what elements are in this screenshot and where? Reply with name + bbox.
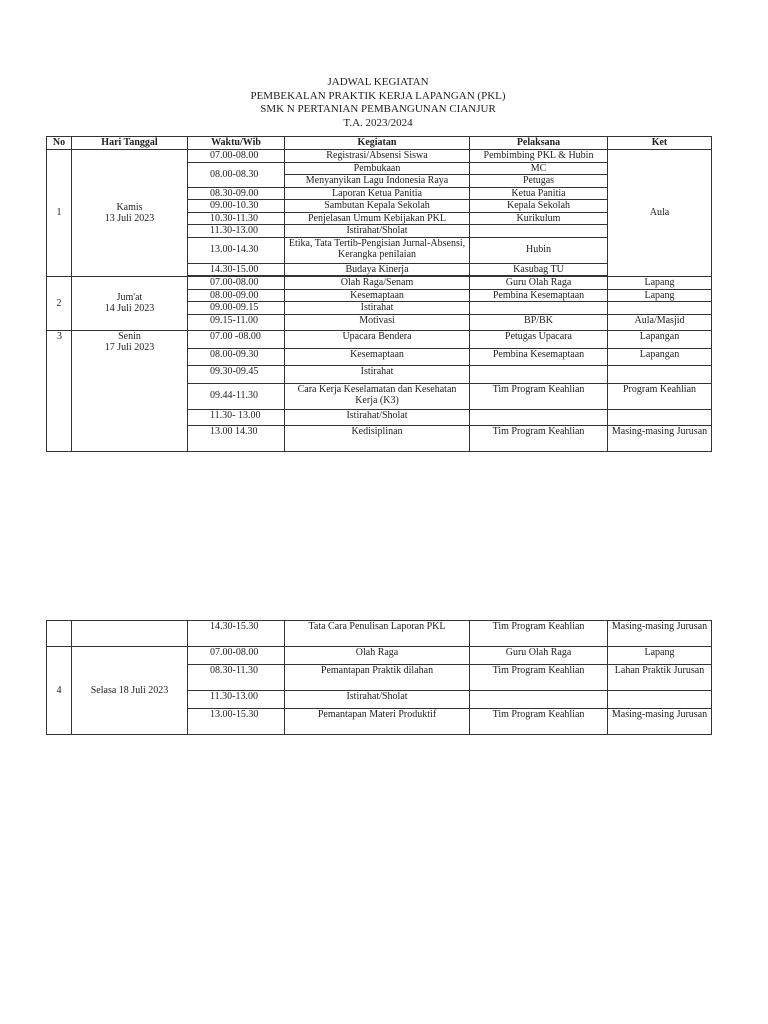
activity-cell: Pembukaan	[285, 162, 470, 175]
location-cell: Lapang	[608, 277, 712, 290]
table-row	[47, 621, 712, 647]
location-cell: Lapang	[608, 289, 712, 302]
location-cell: Masing-masing Jurusan	[608, 425, 712, 451]
executor-cell: Petugas	[470, 175, 608, 188]
location-cell: Lapangan	[608, 330, 712, 348]
location-cell: Program Keahlian	[608, 383, 712, 409]
time-cell: 09.15-11.00	[188, 314, 285, 330]
table-row	[47, 150, 712, 163]
day-name: Jum'at	[116, 291, 143, 303]
activity-cell: Laporan Ketua Panitia	[285, 187, 470, 200]
activity-cell: Kesemaptaan	[285, 289, 470, 302]
executor-cell: Guru Olah Raga	[470, 647, 608, 665]
location-cell	[608, 302, 712, 315]
time-cell: 11.30- 13.00	[188, 409, 285, 425]
location-cell: Aula/Masjid	[608, 314, 712, 330]
executor-cell	[470, 409, 608, 425]
time-cell: 07.00 -08.00	[188, 330, 285, 348]
col-header-hari: Hari Tanggal	[72, 137, 188, 150]
executor-cell: MC	[470, 162, 608, 175]
location-cell	[608, 691, 712, 709]
schedule-table-continued	[46, 620, 712, 735]
time-cell: 13.00 14.30	[188, 425, 285, 451]
activity-cell: Kedisiplinan	[285, 425, 470, 451]
time-cell: 08.00-09.30	[188, 348, 285, 365]
time-cell: 09.00-09.15	[188, 302, 285, 315]
col-header-ket: Ket	[608, 137, 712, 150]
activity-cell: Istirahat/Sholat	[285, 225, 470, 238]
day-date: 13 Juli 2023	[104, 213, 155, 224]
col-header-kegiatan: Kegiatan	[285, 137, 470, 150]
header-year: T.A. 2023/2024	[343, 116, 413, 129]
activity-cell: Sambutan Kepala Sekolah	[285, 200, 470, 213]
activity-cell: Istirahat	[285, 302, 470, 315]
day-date-cell	[72, 330, 188, 451]
activity-cell: Upacara Bendera	[285, 330, 470, 348]
time-cell: 10.30-11.30	[188, 212, 285, 225]
activity-cell: Penjelasan Umum Kebijakan PKL	[285, 212, 470, 225]
executor-cell: Ketua Panitia	[470, 187, 608, 200]
activity-cell: Etika, Tata Tertib-Pengisian Jurnal-Absensi, Kerangka penilaian	[285, 237, 470, 263]
activity-cell: Istirahat/Sholat	[285, 409, 470, 425]
location-cell	[608, 409, 712, 425]
table-row	[47, 277, 712, 290]
time-cell: 07.00-08.00	[188, 277, 285, 290]
location-cell: Lahan Praktik Jurusan	[608, 665, 712, 691]
activity-cell: Olah Raga/Senam	[285, 277, 470, 290]
time-cell: 14.30-15.30	[188, 621, 285, 647]
time-cell: 08.30-09.00	[188, 187, 285, 200]
activity-cell: Istirahat	[285, 365, 470, 383]
executor-cell	[470, 225, 608, 238]
executor-cell: Tim Program Keahlian	[470, 621, 608, 647]
day-number: 4	[47, 647, 72, 735]
location-cell	[608, 365, 712, 383]
executor-cell	[470, 691, 608, 709]
col-header-no: No	[47, 137, 72, 150]
activity-cell: Tata Cara Penulisan Laporan PKL	[285, 621, 470, 647]
day-name: Kamis	[116, 201, 143, 213]
time-cell: 14.30-15.00	[188, 263, 285, 276]
activity-cell: Pemantapan Materi Produktif	[285, 709, 470, 735]
time-cell: 11.30-13.00	[188, 225, 285, 238]
header-title: JADWAL KEGIATAN	[327, 76, 429, 88]
day-date-cell	[72, 150, 188, 277]
location-cell: Masing-masing Jurusan	[608, 621, 712, 647]
day-number: 3	[47, 330, 72, 451]
table-row	[47, 330, 712, 348]
table-row	[47, 647, 712, 665]
activity-cell: Pemantapan Praktik dilahan	[285, 665, 470, 691]
executor-cell: Hubin	[470, 237, 608, 263]
schedule-table	[46, 136, 712, 452]
executor-cell: Kepala Sekolah	[470, 200, 608, 213]
col-header-waktu: Waktu/Wib	[188, 137, 285, 150]
location-cell: Lapang	[608, 647, 712, 665]
executor-cell: Tim Program Keahlian	[470, 665, 608, 691]
time-cell: 08.00-08.30	[188, 162, 285, 187]
executor-cell	[470, 302, 608, 315]
time-cell: 09.30-09.45	[188, 365, 285, 383]
executor-cell: BP/BK	[470, 314, 608, 330]
day-number: 1	[47, 150, 72, 277]
activity-cell: Cara Kerja Keselamatan dan Kesehatan Kerja (K3)	[285, 383, 470, 409]
day-number: 2	[47, 277, 72, 331]
day-name: Senin	[118, 330, 141, 342]
location-cell: Masing-masing Jurusan	[608, 709, 712, 735]
executor-cell: Tim Program Keahlian	[470, 383, 608, 409]
time-cell: 13.00-15.30	[188, 709, 285, 735]
day-date: 17 Juli 2023	[104, 342, 155, 353]
executor-cell	[470, 365, 608, 383]
time-cell: 07.00-08.00	[188, 150, 285, 163]
time-cell: 13.00-14.30	[188, 237, 285, 263]
activity-cell: Registrasi/Absensi Siswa	[285, 150, 470, 163]
day-date-cell	[72, 621, 188, 647]
executor-cell: Pembimbing PKL & Hubin	[470, 150, 608, 163]
location-cell: Lapangan	[608, 348, 712, 365]
header-school: SMK N PERTANIAN PEMBANGUNAN CIANJUR	[260, 103, 496, 115]
header-subtitle: PEMBEKALAN PRAKTIK KERJA LAPANGAN (PKL)	[250, 89, 506, 102]
executor-cell: Guru Olah Raga	[470, 277, 608, 290]
activity-cell: Motivasi	[285, 314, 470, 330]
location-cell: Aula	[608, 150, 712, 277]
activity-cell: Kesemaptaan	[285, 348, 470, 365]
day-date: 14 Juli 2023	[104, 303, 155, 315]
activity-cell: Menyanyikan Lagu Indonesia Raya	[285, 175, 470, 188]
executor-cell: Kurikulum	[470, 212, 608, 225]
activity-cell: Budaya Kinerja	[285, 263, 470, 276]
document-header	[46, 76, 710, 130]
time-cell: 08.30-11.30	[188, 665, 285, 691]
time-cell: 11.30-13.00	[188, 691, 285, 709]
day-number	[47, 621, 72, 647]
time-cell: 08.00-09.00	[188, 289, 285, 302]
col-header-pelaksana: Pelaksana	[470, 137, 608, 150]
executor-cell: Pembina Kesemaptaan	[470, 348, 608, 365]
executor-cell: Petugas Upacara	[470, 330, 608, 348]
activity-cell: Olah Raga	[285, 647, 470, 665]
executor-cell: Tim Program Keahlian	[470, 425, 608, 451]
executor-cell: Pembina Kesemaptaan	[470, 289, 608, 302]
time-cell: 09.00-10.30	[188, 200, 285, 213]
table-header-row	[47, 137, 712, 150]
day-date-cell	[72, 277, 188, 331]
day-date-cell: Selasa 18 Juli 2023	[72, 647, 188, 735]
activity-cell: Istirahat/Sholat	[285, 691, 470, 709]
executor-cell: Kasubag TU	[470, 263, 608, 276]
executor-cell: Tim Program Keahlian	[470, 709, 608, 735]
time-cell: 07.00-08.00	[188, 647, 285, 665]
time-cell: 09.44-11.30	[188, 383, 285, 409]
